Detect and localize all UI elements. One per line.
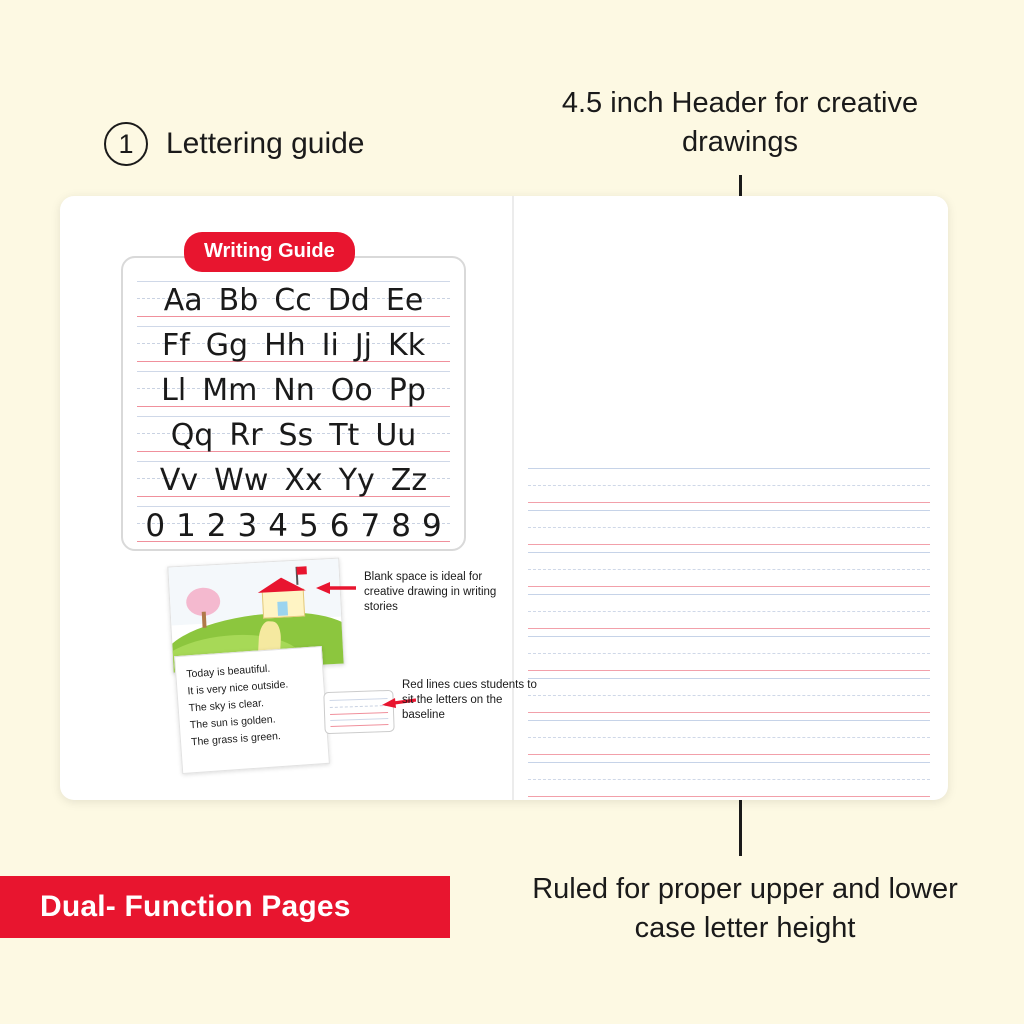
letter-pair: Bb: [218, 283, 259, 318]
letter-pair: Mm: [202, 373, 258, 408]
writing-guide-badge: Writing Guide: [184, 232, 355, 272]
letter-pair: Dd: [327, 283, 370, 318]
digit: 2: [206, 508, 227, 544]
letter-pair: Ss: [278, 418, 314, 453]
rule-mid: [528, 653, 930, 654]
guide-row-numbers: [137, 501, 450, 546]
letter-pair: Jj: [354, 328, 373, 363]
right-page: [514, 196, 948, 800]
guide-letters-row-1: [137, 276, 450, 321]
annotation-one-label: Lettering guide: [166, 127, 365, 160]
rule-mid: [528, 779, 930, 780]
guide-row: [137, 411, 450, 456]
rule-mid: [528, 527, 930, 528]
rule-mid: [528, 611, 930, 612]
guide-row: [137, 456, 450, 501]
notebook-spread: [60, 196, 948, 800]
letter-pair: Pp: [388, 373, 426, 408]
sample-sentence: The grass is green.: [190, 730, 282, 749]
letter-pair: Tt: [329, 418, 360, 453]
blank-header-area: [514, 196, 948, 464]
ruled-line-group: [514, 632, 948, 674]
ruled-line-group: [514, 464, 948, 506]
rule-top: [528, 678, 930, 679]
guide-letters-row-3: [137, 366, 450, 411]
rule-mid: [528, 485, 930, 486]
banner-label: Dual- Function Pages: [40, 890, 351, 923]
letter-pair: Xx: [284, 463, 323, 498]
digit: 7: [360, 508, 381, 544]
letter-pair: Rr: [229, 418, 263, 453]
tree-trunk: [202, 612, 207, 628]
rule-baseline: [528, 670, 930, 671]
rule-baseline: [330, 724, 388, 727]
annotation-two-label: 4.5 inch Header for creative drawings: [561, 87, 919, 158]
rule-top: [528, 552, 930, 553]
digit: 8: [391, 508, 411, 544]
letter-pair: Aa: [163, 283, 203, 318]
ruled-line-group: [514, 548, 948, 590]
rule-top: [528, 510, 930, 511]
letter-pair: Ll: [161, 373, 187, 408]
rule-baseline: [528, 796, 930, 797]
digit: 4: [268, 508, 288, 544]
ruled-line-group: [514, 506, 948, 548]
letter-pair: Ww: [214, 463, 269, 498]
rule-top: [528, 636, 930, 637]
letter-pair: Gg: [205, 328, 249, 363]
rule-mid: [330, 705, 388, 708]
rule-top: [528, 720, 930, 721]
callout-number-one: 1: [104, 122, 148, 166]
digit: 1: [176, 508, 196, 544]
ruled-line-group: [514, 716, 948, 758]
guide-letters-row-5: [137, 456, 450, 501]
letter-pair: Ee: [385, 283, 424, 318]
guide-numbers-row: [137, 501, 450, 546]
digit: 0: [145, 508, 166, 544]
ruled-writing-area: [514, 464, 948, 800]
rule-baseline: [528, 754, 930, 755]
letter-pair: Uu: [375, 418, 417, 453]
letter-pair: Oo: [330, 373, 373, 408]
digit: 6: [329, 508, 350, 544]
letter-pair: Qq: [170, 418, 214, 453]
rule-top: [330, 698, 388, 701]
rule-mid: [528, 695, 930, 696]
digit: 3: [237, 508, 258, 544]
rule-baseline: [528, 586, 930, 587]
house-roof: [257, 576, 306, 592]
rule-baseline: [528, 628, 930, 629]
rule-mid: [528, 737, 930, 738]
rule-top: [330, 718, 388, 721]
rule-top: [528, 762, 930, 763]
dual-function-banner: [0, 876, 450, 938]
rule-baseline: [528, 502, 930, 503]
letter-pair: Hh: [264, 328, 306, 363]
annotation-three-label: Ruled for proper upper and lower case letter height: [532, 873, 958, 944]
ruled-line-group: [514, 674, 948, 716]
house-door: [277, 601, 288, 616]
digit: 5: [299, 508, 319, 544]
letter-pair: Yy: [338, 463, 375, 498]
rule-baseline: [330, 712, 388, 715]
guide-row: [137, 321, 450, 366]
guide-letters-row-2: [137, 321, 450, 366]
letter-pair: Cc: [274, 283, 312, 318]
arrow-icon-drawing: [316, 582, 356, 594]
sentences-sample-photo: [174, 646, 330, 774]
ruled-line-group: [514, 758, 948, 800]
ruled-line-group: [514, 590, 948, 632]
guide-letters-row-4: [137, 411, 450, 456]
sample-sentence: The sky is clear.: [188, 697, 265, 715]
rule-baseline: [528, 712, 930, 713]
letter-pair: Zz: [390, 463, 428, 498]
rule-top: [528, 468, 930, 469]
redline-sample-caption: Red lines cues students to sit the letters on the baseline: [402, 679, 537, 721]
rule-baseline: [528, 544, 930, 545]
flag-icon: [297, 566, 307, 575]
rule-top: [528, 594, 930, 595]
letter-pair: Ff: [161, 328, 190, 363]
sample-sentence: Today is beautiful.: [185, 662, 271, 681]
letter-pair: Vv: [159, 463, 199, 498]
drawing-sample-caption: Blank space is ideal for creative drawing in writing stories: [364, 571, 497, 613]
guide-row: [137, 366, 450, 411]
rule-mid: [528, 569, 930, 570]
letter-pair: Kk: [388, 328, 426, 363]
sample-sentence: The sun is golden.: [189, 713, 276, 732]
sample-sentence: It is very nice outside.: [187, 678, 289, 698]
writing-guide-card: [121, 256, 466, 551]
letter-pair: Ii: [321, 328, 339, 363]
digit: 9: [421, 508, 442, 544]
letter-pair: Nn: [273, 373, 315, 408]
left-page: [60, 196, 537, 800]
guide-row: [137, 276, 450, 321]
annotation-one: [104, 122, 365, 166]
